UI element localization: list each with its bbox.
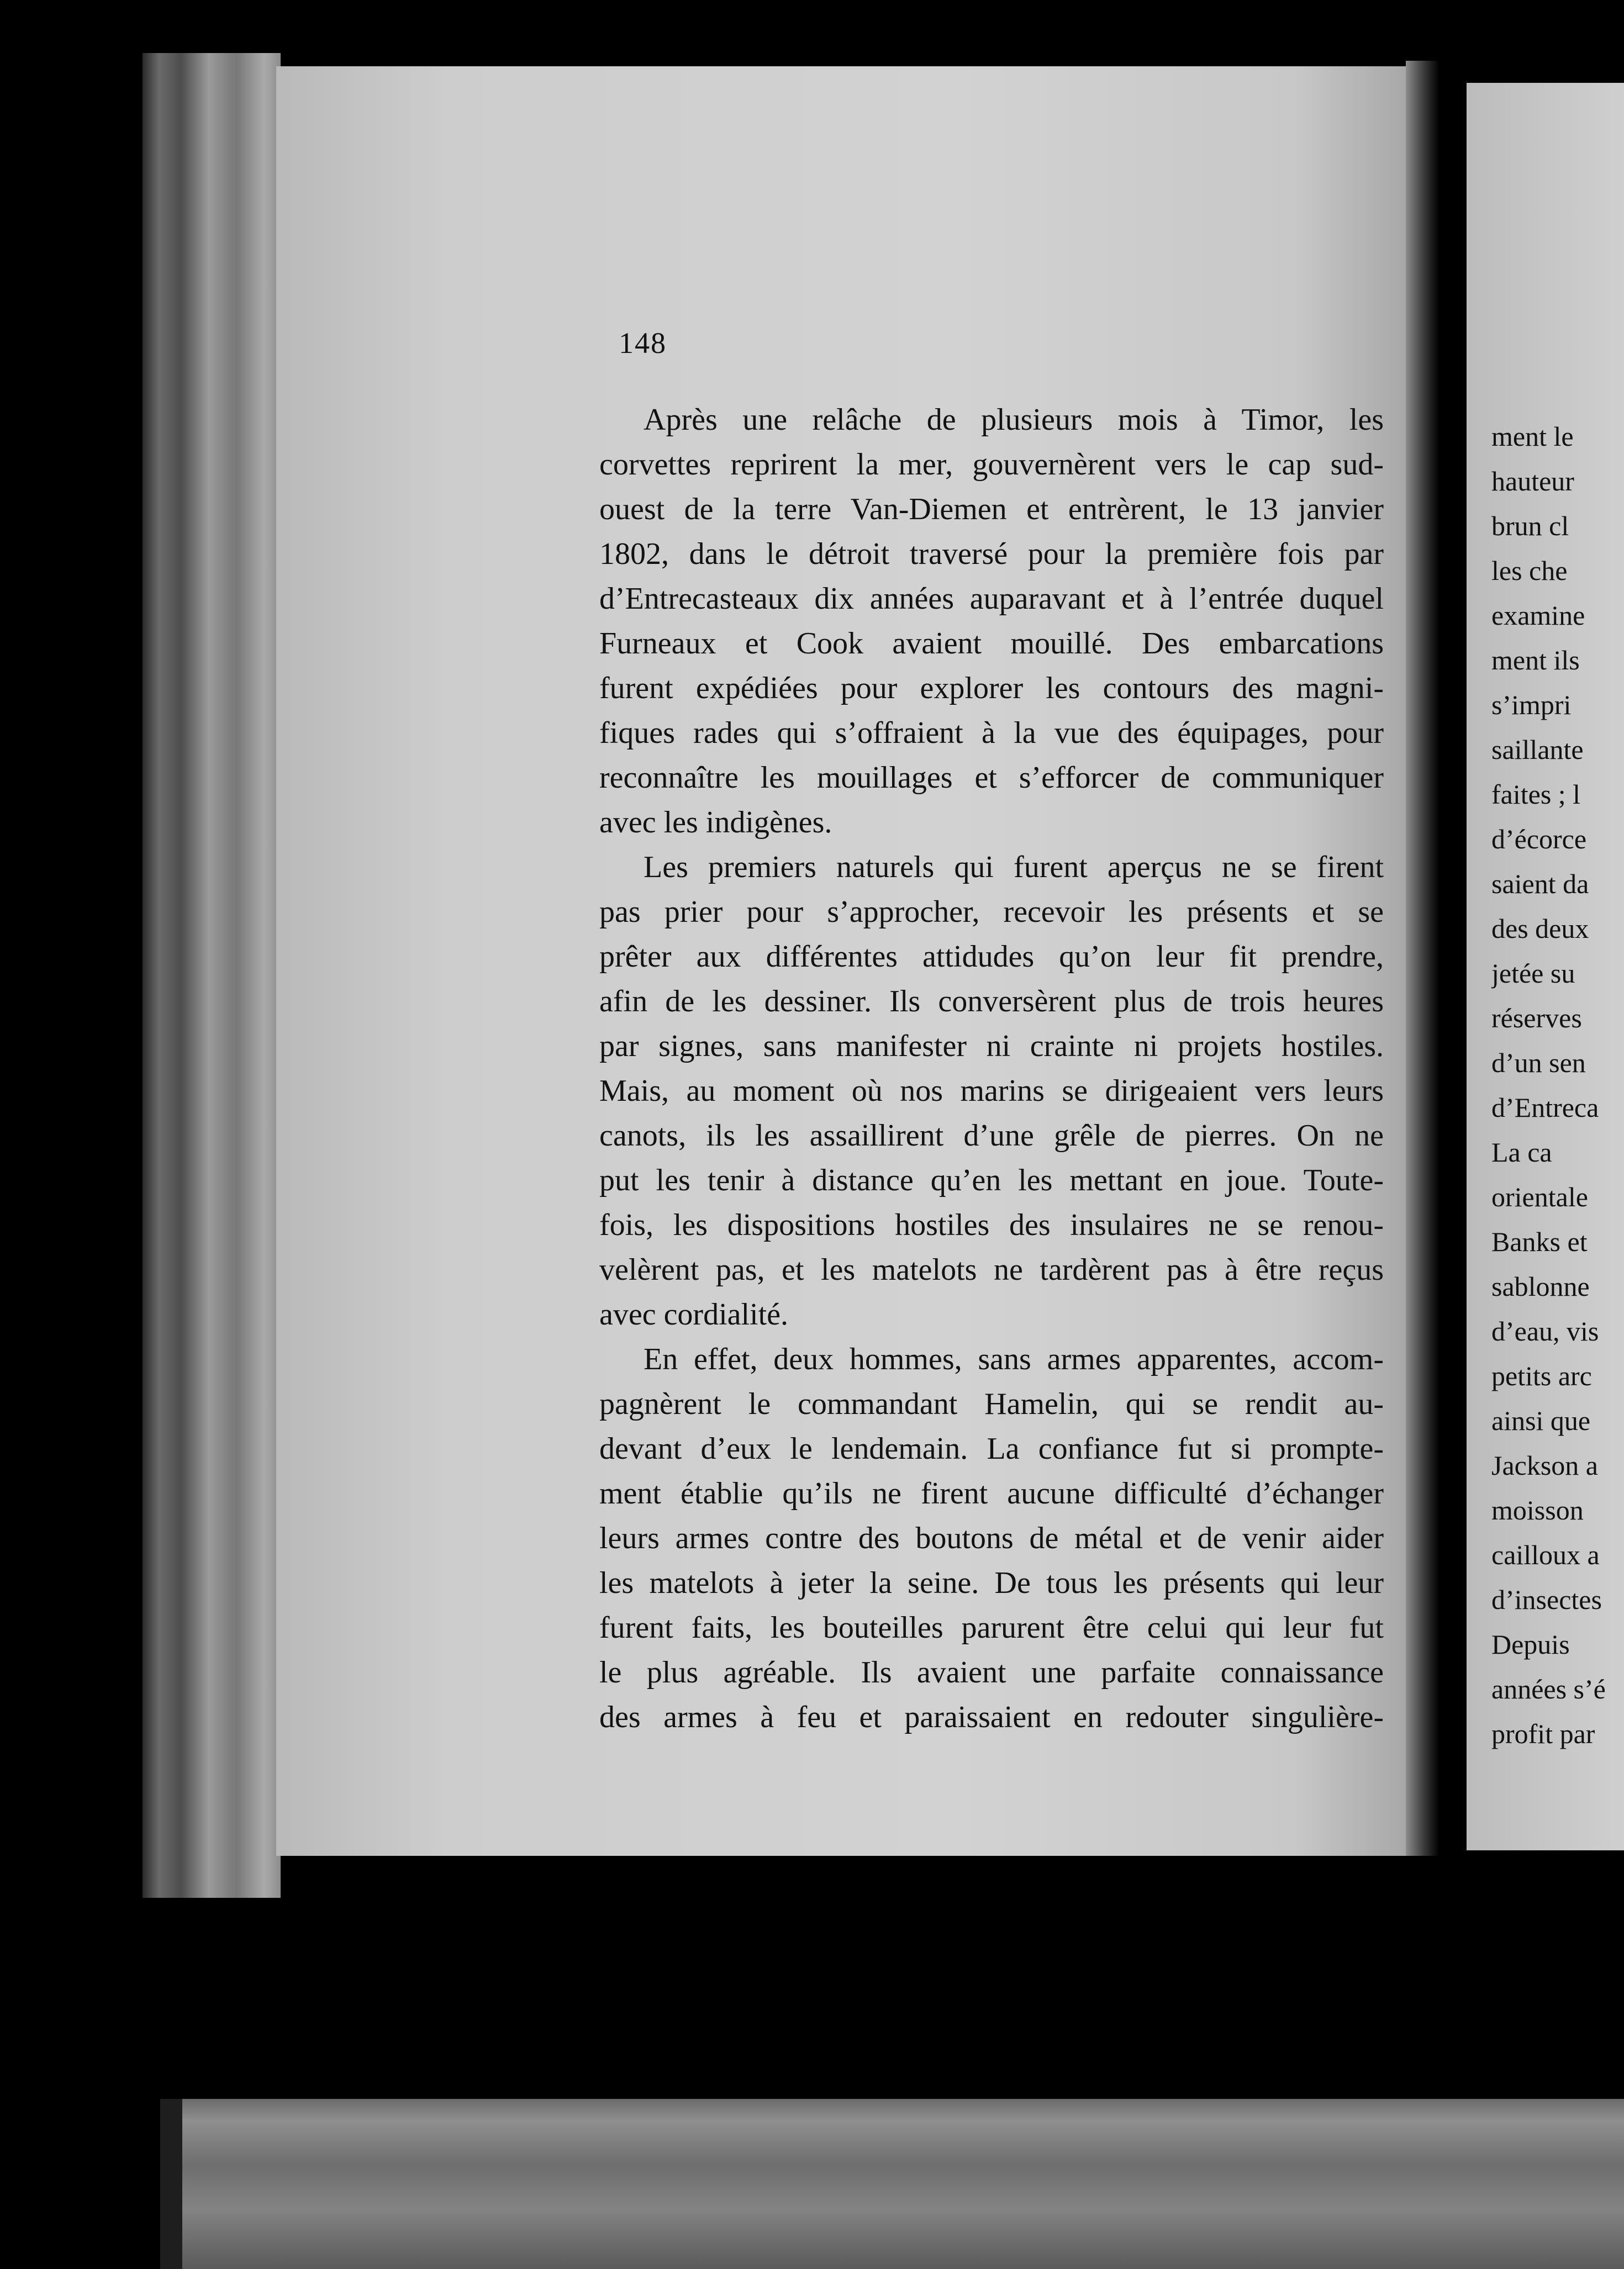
facing-text-line: Depuis (1491, 1629, 1570, 1660)
text-line: Furneaux et Cook avaient mouillé. Des embarcations (599, 626, 1384, 661)
text-line: canots, ils les assaillirent d’une grêle de pierres. On ne (599, 1118, 1384, 1153)
facing-text-line: ainsi que (1491, 1405, 1591, 1436)
text-line: furent faits, les bouteilles parurent être celui qui leur fut (599, 1611, 1384, 1645)
text-line: ouest de la terre Van-Diemen et entrèrent, le 13 janvier (599, 492, 1384, 526)
book-gutter (1406, 61, 1439, 1856)
text-line: corvettes reprirent la mer, gouvernèrent vers le cap sud- (599, 447, 1384, 482)
text-line: des armes à feu et paraissaient en redouter singulière- (599, 1700, 1384, 1734)
text-line: Les premiers naturels qui furent aperçus ne se firent (644, 850, 1384, 884)
facing-text-line: saient da (1491, 868, 1589, 899)
text-line: put les tenir à distance qu’en les mettant en joue. Toute- (599, 1163, 1384, 1197)
facing-text-line: La ca (1491, 1137, 1552, 1168)
text-line: pagnèrent le commandant Hamelin, qui se rendit au- (599, 1387, 1384, 1421)
facing-text-line: d’un sen (1491, 1047, 1586, 1078)
text-line: reconnaître les mouillages et s’efforcer de communiquer (599, 761, 1384, 795)
facing-text-line: cailloux a (1491, 1539, 1600, 1570)
paragraph-2 (599, 845, 1384, 1337)
text-line: afin de les dessiner. Ils conversèrent plus de trois heures (599, 984, 1384, 1019)
facing-text-line: des deux (1491, 913, 1589, 944)
text-line: avec cordialité. (599, 1297, 789, 1332)
facing-text-line: saillante (1491, 734, 1584, 765)
facing-text-line: Jackson a (1491, 1450, 1598, 1481)
text-line: prêter aux différentes attidudes qu’on leur fit prendre, (599, 940, 1384, 974)
text-line: les matelots à jeter la seine. De tous les présents qui leur (599, 1566, 1384, 1600)
facing-text-line: d’écorce (1491, 824, 1587, 854)
paragraph-1 (599, 398, 1384, 845)
facing-text-line: ment ils (1491, 645, 1580, 676)
text-line: leurs armes contre des boutons de métal et de venir aider (599, 1521, 1384, 1555)
facing-text-line: ment le (1491, 421, 1574, 452)
text-line: pas prier pour s’approcher, recevoir les présents et se (599, 895, 1384, 929)
text-line: 1802, dans le détroit traversé pour la première fois par (599, 537, 1384, 571)
next-spread-edge-shadow (160, 2099, 182, 2269)
facing-text-line: s’impri (1491, 689, 1572, 720)
page-body-text (599, 398, 1384, 1740)
facing-text-line: brun cl (1491, 510, 1569, 541)
facing-text-line: d’Entreca (1491, 1092, 1599, 1123)
facing-text-line: hauteur (1491, 466, 1574, 497)
page-number: 148 (619, 326, 667, 360)
facing-page-text (1491, 414, 1624, 1756)
facing-text-line: réserves (1491, 1002, 1582, 1033)
text-line: Mais, au moment où nos marins se dirigeaient vers leurs (599, 1074, 1384, 1108)
next-spread-edge (160, 2099, 1624, 2269)
facing-text-line: années s’é (1491, 1674, 1606, 1705)
facing-text-line: profit par (1491, 1718, 1595, 1749)
page-edges (143, 53, 281, 1898)
text-line: furent expédiées pour explorer les contours des magni- (599, 671, 1384, 705)
facing-text-line: petits arc (1491, 1360, 1592, 1391)
text-line: le plus agréable. Ils avaient une parfaite connaissance (599, 1655, 1384, 1690)
text-line: En effet, deux hommes, sans armes apparentes, accom- (644, 1342, 1384, 1376)
text-line: devant d’eux le lendemain. La confiance fut si prompte- (599, 1432, 1384, 1466)
facing-text-line: les che (1491, 555, 1568, 586)
text-line: par signes, sans manifester ni crainte ni projets hostiles. (599, 1029, 1384, 1063)
text-line: ment établie qu’ils ne firent aucune difficulté d’échanger (599, 1476, 1384, 1511)
text-line: fiques rades qui s’offraient à la vue des équipages, pour (599, 716, 1384, 750)
facing-text-line: Banks et (1491, 1226, 1588, 1257)
text-line: avec les indigènes. (599, 805, 832, 840)
text-line: velèrent pas, et les matelots ne tardèrent pas à être reçus (599, 1253, 1384, 1287)
facing-text-line: sablonne (1491, 1271, 1590, 1302)
facing-text-line: faites ; l (1491, 779, 1581, 810)
text-line: Après une relâche de plusieurs mois à Timor, les (644, 403, 1384, 437)
paragraph-3 (599, 1337, 1384, 1740)
facing-text-line: moisson (1491, 1495, 1584, 1526)
facing-text-line: jetée su (1491, 958, 1575, 989)
facing-text-line: examine (1491, 600, 1585, 631)
facing-text-line: d’eau, vis (1491, 1316, 1599, 1347)
facing-text-line: orientale (1491, 1181, 1588, 1212)
text-line: d’Entrecasteaux dix années auparavant et à l’entrée duquel (599, 582, 1384, 616)
facing-text-line: d’insectes (1491, 1584, 1602, 1615)
text-line: fois, les dispositions hostiles des insulaires ne se renou- (599, 1208, 1384, 1242)
